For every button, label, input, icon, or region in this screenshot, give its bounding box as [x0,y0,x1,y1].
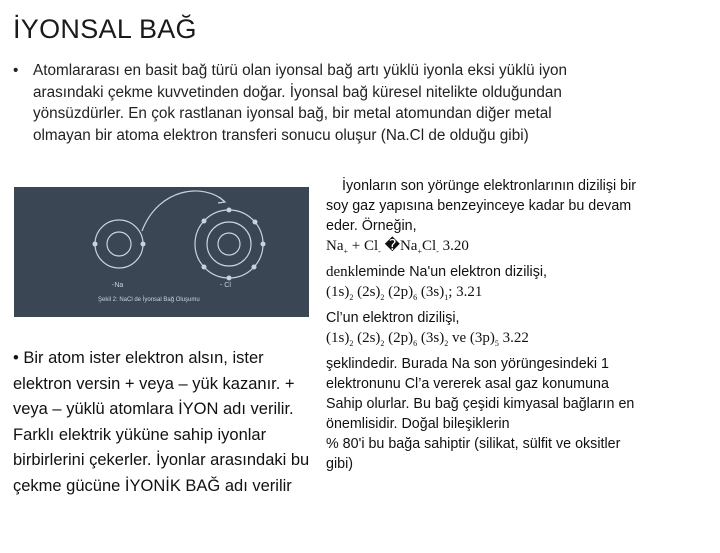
figure-caption: Şekil 2: NaCl de İyonsal Bağ Oluşumu [98,297,200,303]
right-line: Sahip olurlar. Bu bağ çeşidi kimyasal bağların en [326,396,635,412]
right-column [326,176,720,474]
ion-transfer-diagram [14,187,309,317]
right-line: İyonların son yörünge elektronlarının dizilişi bir [342,178,637,194]
right-line: denkleminde Na'un elektron dizilişi, [326,264,548,280]
cl-label: - Cl [220,282,231,289]
bullet-icon: • [13,62,19,79]
intro-bullet [13,60,603,146]
right-line: gibi) [326,456,354,472]
config-na: $(1s)_2$ $(2s)_2$ $(2p)_6$ $(3s)_1$; 3.21 [326,284,483,302]
right-line: eder. Örneğin, [326,218,417,234]
equation-3-20: $Na_+ + Cl_-$ $�Na_+Cl_-$ 3.20 [326,238,469,256]
right-line: Cl’un elektron dizilişi, [326,310,460,326]
na-atom [95,220,143,268]
bullet-icon: • [13,349,19,367]
right-line: önemlisidir. Doğal bileşiklerin [326,416,510,432]
ion-definition-text: Bir atom ister elektron alsın, ister elektron versin + veya – yük kazanır. + veya – yüklü atomlara İYON adı verilir. Farklı elektrik yüküne sahip iyonlar birbirlerini çekerler. İyonlar arasındaki bu çekme gücüne İYONİK BAĞ adı verilir [13,349,310,495]
right-line: şeklindedir. Burada Na son yörüngesindeki 1 [326,356,609,372]
nacl-figure [14,187,309,317]
intro-text: Atomlararası en basit bağ türü olan iyonsal bağ artı yüklü iyonla eksi yüklü iyon arasındaki çekme kuvvetinden doğar. İyonsal bağ küresel nitelikte olduğundan yönsüzdürler. En çok rastlanan iyonsal bağ, bir metal atomundan diğer metal olmayan bir atoma elektron transferi sonucu oluşur (Na.Cl de olduğu gibi) [33,62,567,144]
right-line: % 80'i bu bağa sahiptir (silikat, sülfit ve oksitler [326,436,621,452]
right-line: elektronunu Cl’a vererek asal gaz konumuna [326,376,609,392]
slide-title: İYONSAL BAĞ [13,14,197,44]
right-line: soy gaz yapısına benzeyinceye kadar bu devam [326,198,632,214]
na-label: -Na [112,282,124,289]
ion-definition-bullet [13,346,313,500]
config-cl: $(1s)_2$ $(2s)_2$ $(2p)_6$ $(3s)_2$ ve $(3p)_5$ 3.22 [326,330,529,348]
